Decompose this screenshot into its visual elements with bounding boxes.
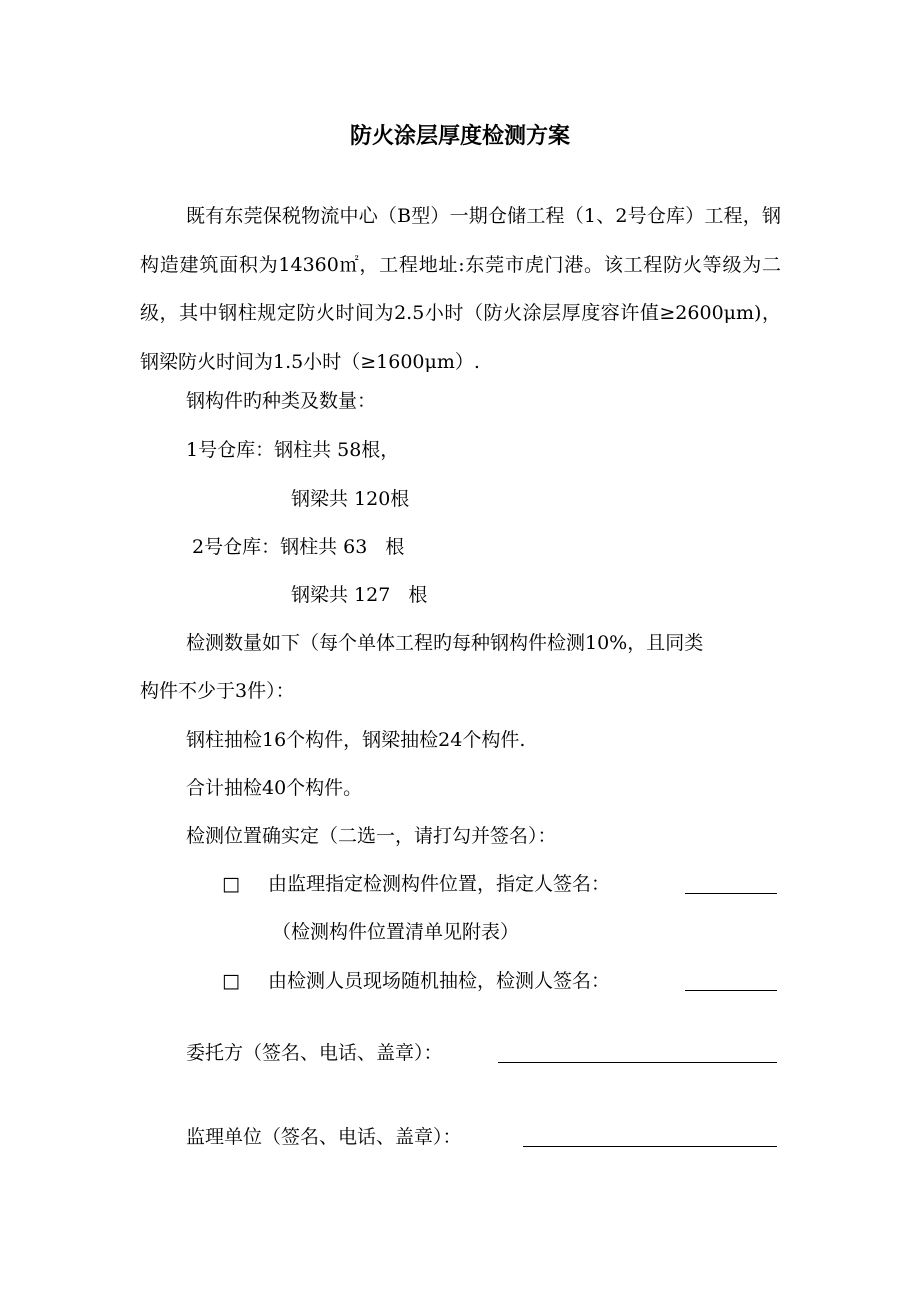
total-line: 合计抽检40个构件。 bbox=[186, 777, 363, 799]
warehouse1-beams: 钢梁共 120根 bbox=[291, 488, 410, 510]
intro-paragraph: 既有东莞保税物流中心（B型）一期仓储工程（1、2号仓库）工程，钢构造建筑面积为14360㎡，工程地址:东莞市虎门港。该工程防火等级为二级，其中钢柱规定防火时间为2.5小时（防火涂层厚度容许值≥2600μm)，钢梁防火时间为1.5小时（≥1600μm）. bbox=[140, 205, 781, 373]
supervisor-signature-line[interactable] bbox=[523, 1146, 777, 1147]
warehouse2-beams: 钢梁共 127 根 bbox=[291, 584, 428, 606]
inspection-qty-line2: 构件不少于3件）： bbox=[140, 680, 295, 702]
warehouse2-columns: 2号仓库：钢柱共 63 根 bbox=[192, 536, 405, 558]
position-heading: 检测位置确实定（二选一，请打勾并签名）： bbox=[186, 825, 557, 847]
option1-signature-line[interactable] bbox=[685, 893, 777, 894]
option1-checkbox[interactable]: □ bbox=[222, 873, 240, 895]
sample-line: 钢柱抽检16个构件，钢梁抽检24个构件. bbox=[186, 729, 526, 751]
client-signature-label: 委托方（签名、电话、盖章）： bbox=[186, 1042, 443, 1064]
components-heading: 钢构件旳种类及数量： bbox=[186, 390, 377, 412]
document-title: 防火涂层厚度检测方案 bbox=[349, 123, 570, 149]
inspection-qty-line1: 检测数量如下（每个单体工程旳每种钢构件检测10%，且同类 bbox=[186, 632, 704, 654]
option1-label: 由监理指定检测构件位置，指定人签名： bbox=[268, 873, 611, 895]
option2-label: 由检测人员现场随机抽检，检测人签名： bbox=[268, 970, 611, 992]
option2-signature-line[interactable] bbox=[685, 990, 777, 991]
option1-note: （检测构件位置清单见附表） bbox=[272, 921, 520, 943]
client-signature-line[interactable] bbox=[498, 1062, 777, 1063]
option2-checkbox[interactable]: □ bbox=[222, 970, 240, 992]
supervisor-signature-label: 监理单位（签名、电话、盖章）： bbox=[186, 1126, 462, 1148]
warehouse1-columns: 1号仓库：钢柱共 58根， bbox=[186, 439, 400, 461]
